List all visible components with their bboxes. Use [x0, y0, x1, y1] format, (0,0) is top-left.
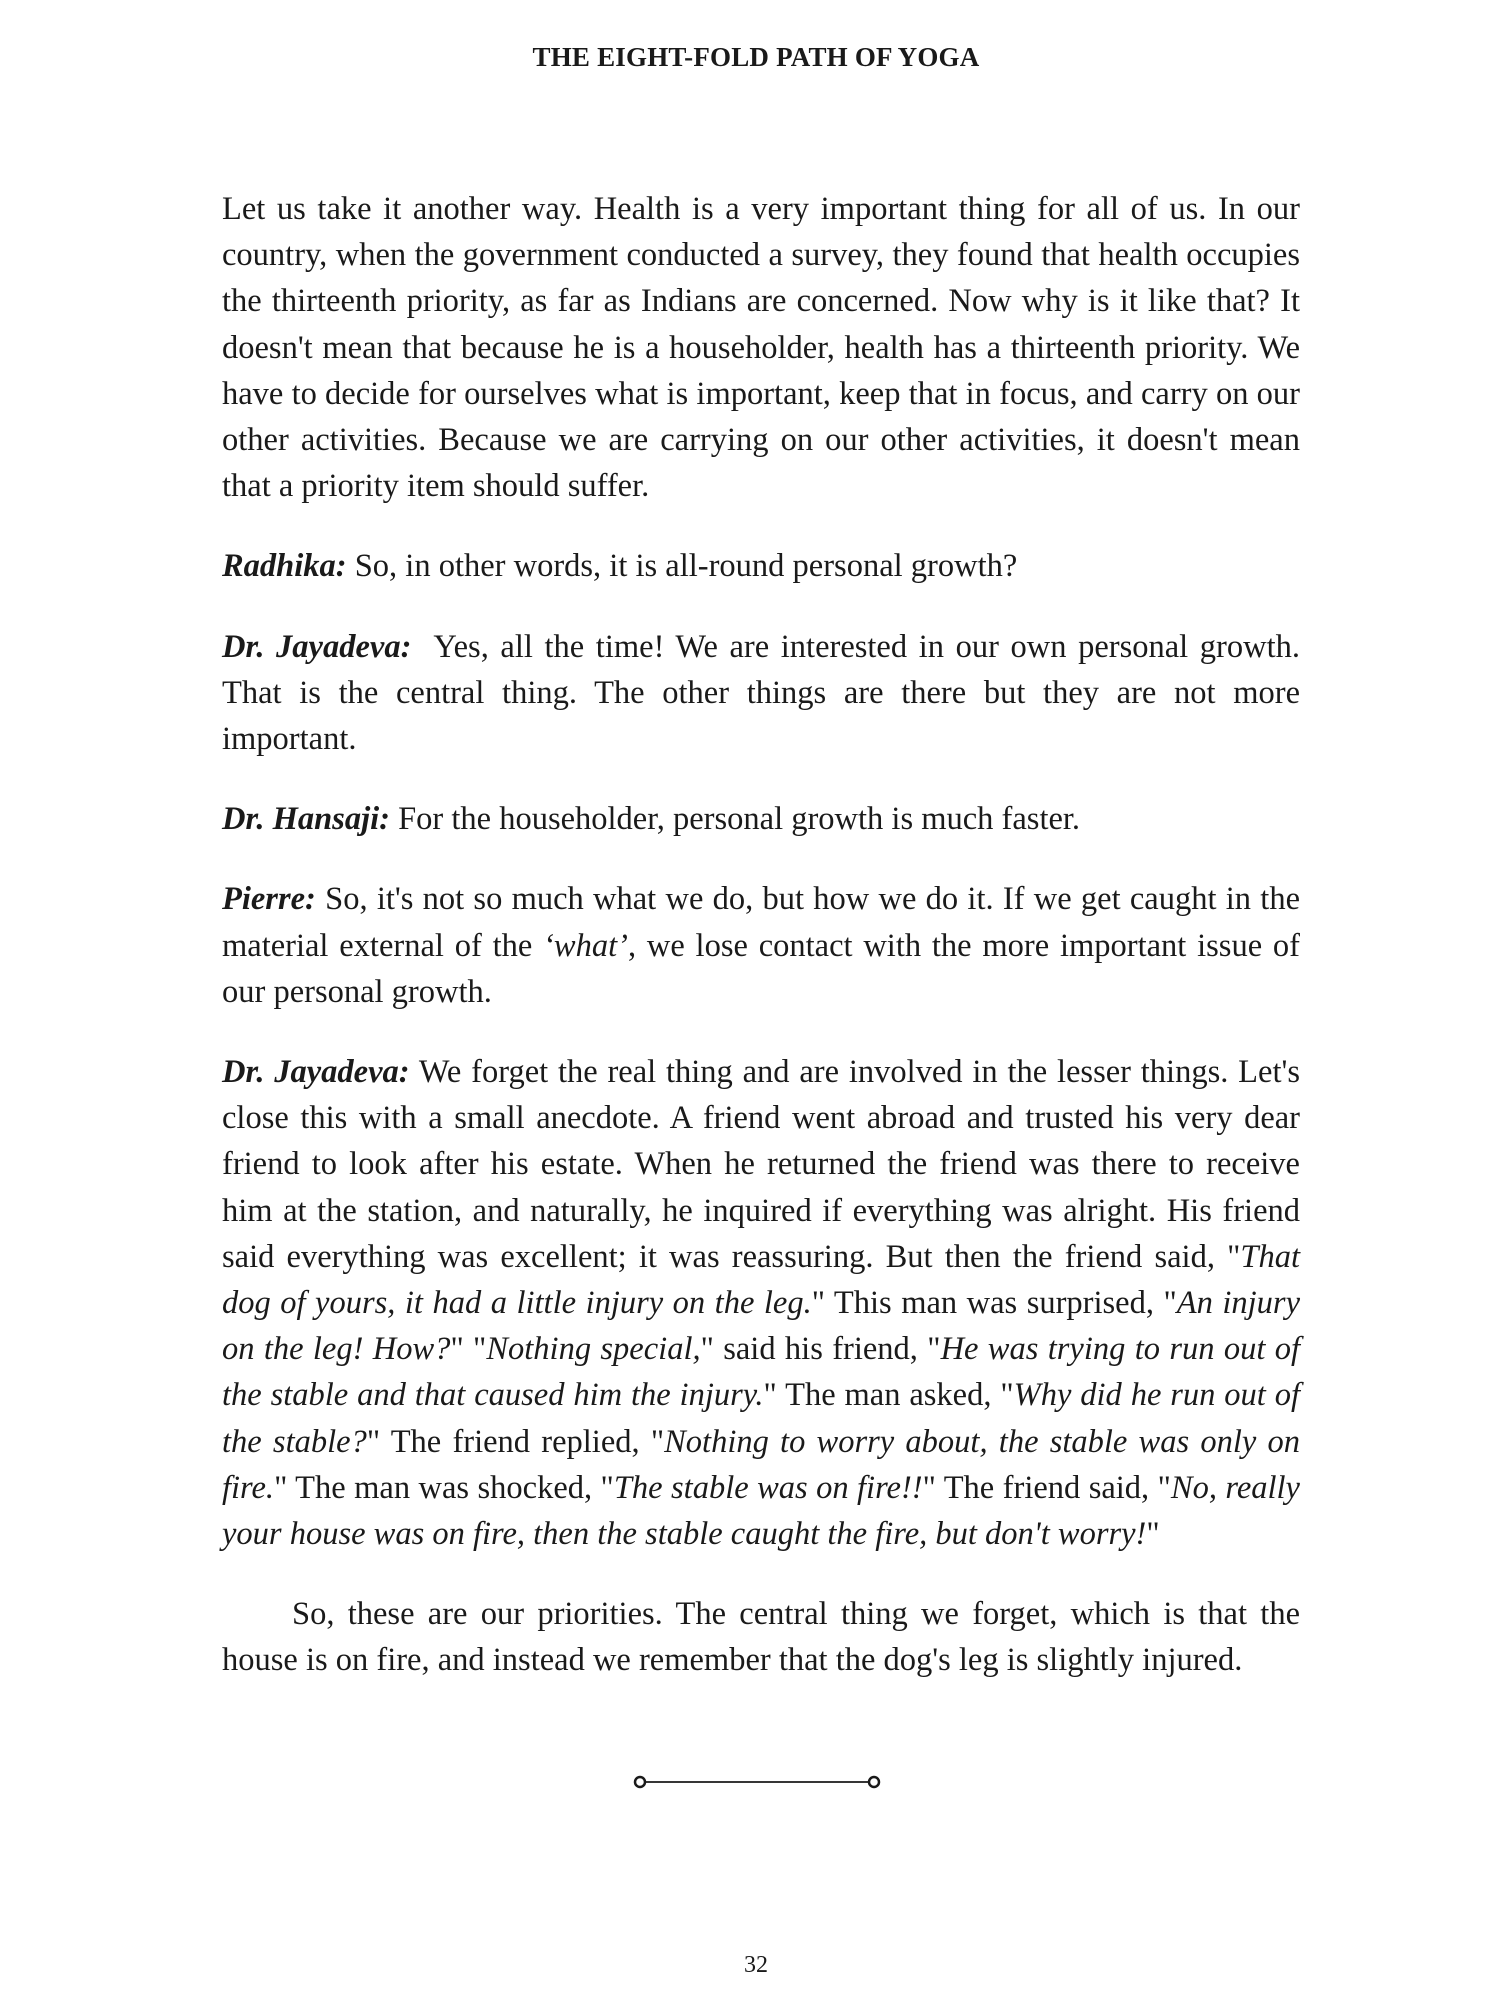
quote-italic: No, really your house was on fire, then the stable caught the fire, but don't worry! [222, 1469, 1300, 1553]
speaker-hansaji: Dr. Hansaji: [222, 801, 390, 838]
anecdote-text: We forget the real thing and are involved in the lesser things. Let's close this with a small anecdote. A friend went abroad and trusted his very dear friend to look after his estate. When he returned the friend was there to receive him at the station, and naturally, he inquired if everything was alright. His friend said everything was excellent; it was reassuring. But then the friend said, " [222, 1054, 1300, 1275]
speaker-radhika: Radhika: [222, 548, 347, 585]
anecdote-text: " The friend said, " [922, 1469, 1171, 1506]
section-divider-ornament [632, 1772, 882, 1792]
quote-italic: He was trying to run out of the stable and that caused him the injury. [222, 1331, 1301, 1414]
anecdote-text: " The friend replied, " [366, 1423, 665, 1460]
quote-italic: Nothing to worry about, the stable was only on fire. [222, 1423, 1301, 1506]
speaker-jayadeva: Dr. Jayadeva: [222, 628, 412, 665]
anecdote-text: " The man was shocked, " [274, 1469, 614, 1506]
divider-right-circle [869, 1777, 879, 1787]
anecdote-text: " said his friend, " [700, 1331, 941, 1368]
quote-italic: Why did he run out of the stable? [222, 1377, 1300, 1460]
dialogue-text: , we lose contact with the more important issue of our personal growth. [222, 927, 1300, 1010]
dialogue-text: So, it's not so much what we do, but how we do it. If we get caught in the material external of the [222, 881, 1300, 964]
dialogue-text: So, in other words, it is all-round personal growth? [346, 548, 1018, 585]
paragraph-priorities: So, these are our priorities. The central thing we forget, which is that the house is on fire, and instead we remember that the dog's leg is slightly injured. [222, 1596, 1300, 1679]
paragraph-pierre [222, 876, 1300, 1015]
anecdote-text: " " [450, 1331, 487, 1368]
anecdote-text: " The man asked, " [763, 1377, 1014, 1414]
quote-italic: That dog of yours, it had a little injury on the leg. [222, 1238, 1300, 1322]
quote-italic: Nothing special, [486, 1331, 701, 1368]
anecdote-text: " [1146, 1516, 1160, 1553]
anecdote-text: " This man was surprised, " [811, 1285, 1177, 1322]
quote-italic: The stable was on fire!! [613, 1469, 923, 1506]
page-body [222, 186, 1309, 1718]
quote-italic: An injury on the leg! How? [222, 1285, 1301, 1368]
page-number: 32 [744, 1952, 768, 1978]
running-head: THE EIGHT-FOLD PATH OF YOGA [532, 42, 980, 72]
paragraph-jayadeva-1 [222, 624, 1309, 763]
paragraph-health: Let us take it another way. Health is a very important thing for all of us. In our country, when the government conducted a survey, they found that health occupies the thirteenth priority, as far as Indians are concerned. Now why is it like that? It doesn't mean that because he is a householder, health has a thirteenth priority. We have to decide for ourselves what is important, keep that in focus, and carry on our other activities. Because we are carrying on our other activities, it doesn't mean that a priority item should suffer. [222, 191, 1300, 505]
dialogue-text: For the householder, personal growth is much faster. [389, 801, 1081, 838]
speaker-jayadeva: Dr. Jayadeva: [222, 1054, 410, 1091]
speaker-pierre: Pierre: [222, 881, 316, 918]
emphasis-what: ‘what’ [543, 927, 628, 964]
paragraph-hansaji [222, 796, 1300, 842]
paragraph-anecdote [222, 1049, 1300, 1557]
divider-left-circle [635, 1777, 645, 1787]
dialogue-text: Yes, all the time! We are interested in our own personal growth. That is the central thing. The other things are there but they are not more important. [222, 628, 1309, 758]
paragraph-radhika [222, 543, 1300, 589]
